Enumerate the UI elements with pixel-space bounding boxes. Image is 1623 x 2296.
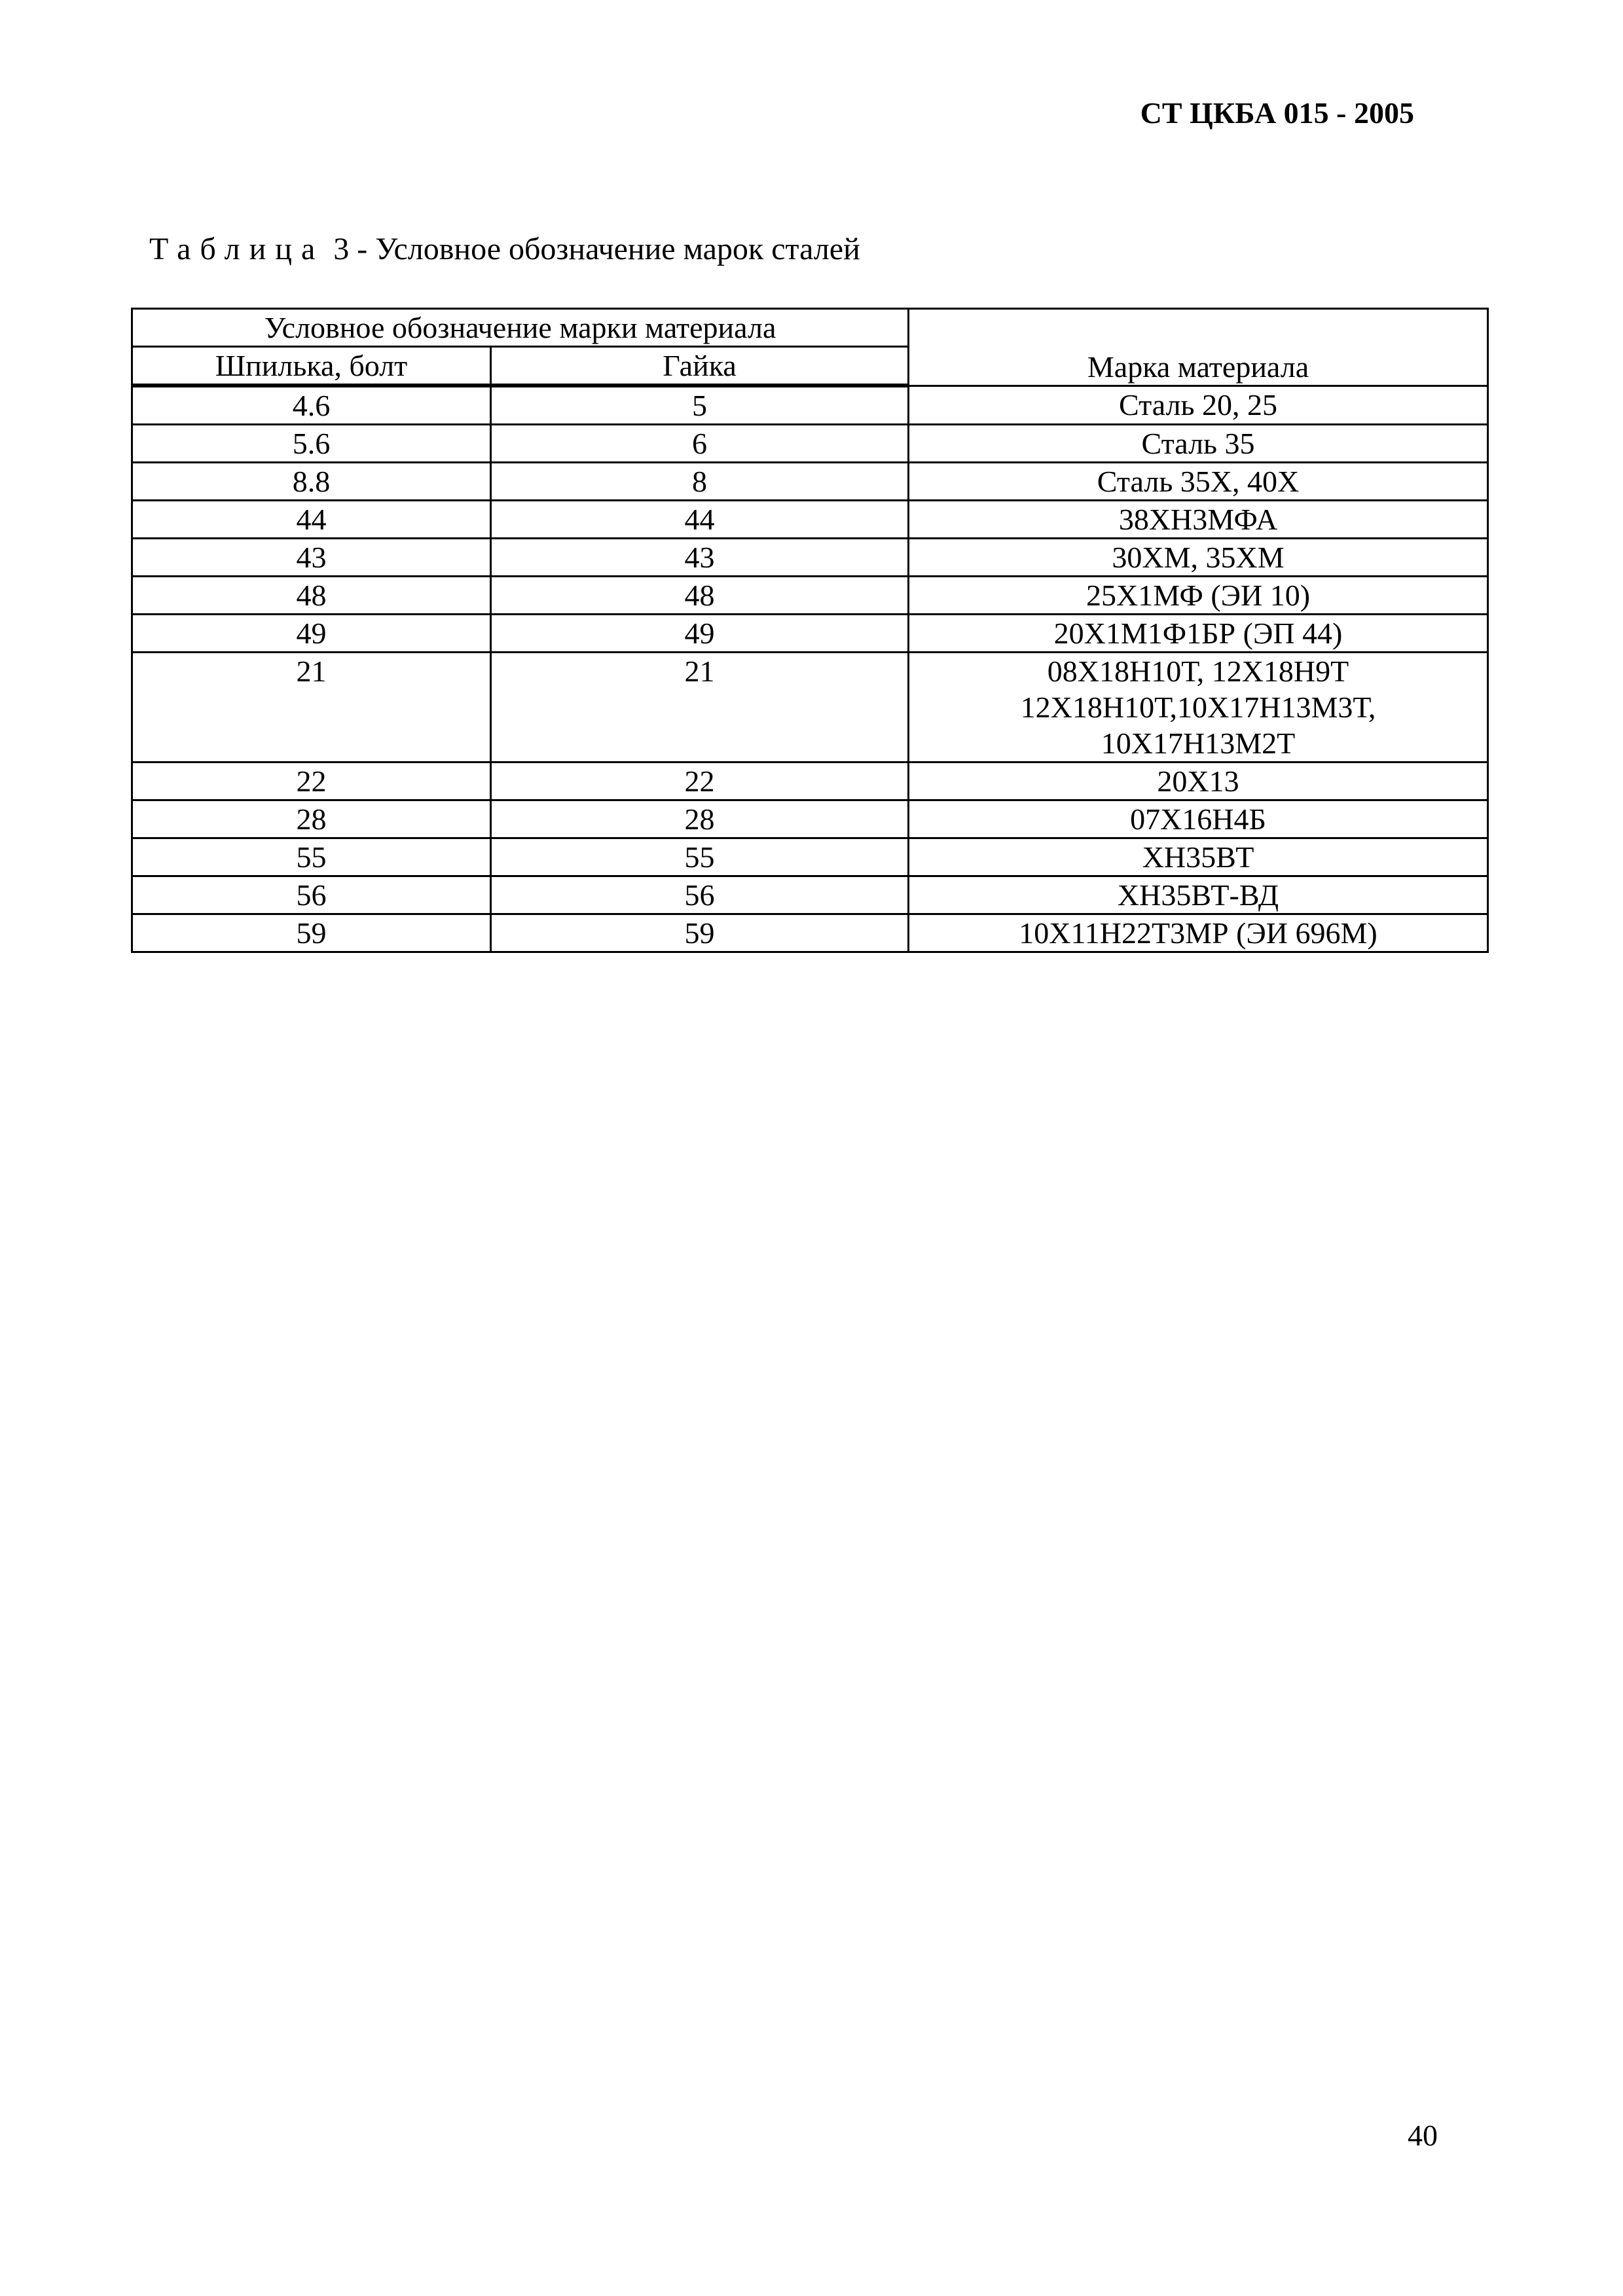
cell-nut: 6	[491, 425, 909, 463]
cell-bolt: 8.8	[132, 463, 491, 501]
material-line: 30ХМ, 35ХМ	[1112, 541, 1285, 574]
cell-nut: 55	[491, 838, 909, 876]
header-bolt: Шпилька, болт	[132, 347, 491, 386]
page-number: 40	[1408, 2119, 1438, 2152]
cell-bolt: 56	[132, 876, 491, 914]
cell-material	[909, 615, 1488, 653]
table-caption	[149, 234, 860, 265]
header-group-designation: Условное обозначение марки материала	[132, 309, 909, 347]
cell-material	[909, 800, 1488, 838]
table-row	[132, 876, 1488, 914]
material-line: Сталь 35Х, 40Х	[1097, 465, 1300, 498]
cell-nut: 22	[491, 762, 909, 800]
header-nut: Гайка	[491, 347, 909, 386]
cell-nut: 5	[491, 386, 909, 425]
material-line: 20Х13	[1157, 764, 1239, 798]
table-row	[132, 762, 1488, 800]
cell-nut: 8	[491, 463, 909, 501]
cell-material	[909, 501, 1488, 539]
table-caption-number: 3	[333, 232, 350, 266]
table-header	[132, 309, 1488, 386]
cell-material	[909, 425, 1488, 463]
cell-material	[909, 386, 1488, 425]
cell-bolt: 44	[132, 501, 491, 539]
material-line: 10Х11Н22Т3МР (ЭИ 696М)	[1019, 916, 1377, 950]
cell-material	[909, 876, 1488, 914]
cell-nut: 21	[491, 653, 909, 762]
cell-bolt: 55	[132, 838, 491, 876]
material-line: 07Х16Н4Б	[1130, 802, 1266, 836]
material-line: 08Х18Н10Т, 12Х18Н9Т	[1047, 655, 1349, 688]
table-row	[132, 914, 1488, 952]
cell-material	[909, 914, 1488, 952]
cell-bolt: 21	[132, 653, 491, 762]
table-row	[132, 425, 1488, 463]
table-caption-label: Таблица	[149, 232, 325, 266]
cell-bolt: 48	[132, 577, 491, 615]
cell-material	[909, 463, 1488, 501]
cell-nut: 43	[491, 539, 909, 577]
material-line: 25Х1МФ (ЭИ 10)	[1085, 579, 1311, 612]
steel-grades-table	[131, 308, 1489, 953]
cell-nut: 59	[491, 914, 909, 952]
cell-nut: 49	[491, 615, 909, 653]
material-line: Сталь 20, 25	[1119, 387, 1278, 422]
cell-nut: 48	[491, 577, 909, 615]
table-caption-title: - Условное обозначение марок сталей	[357, 232, 860, 266]
cell-bolt: 59	[132, 914, 491, 952]
table-row	[132, 653, 1488, 762]
table-row	[132, 577, 1488, 615]
table-body	[132, 386, 1488, 952]
table-row	[132, 539, 1488, 577]
cell-bolt: 5.6	[132, 425, 491, 463]
cell-bolt: 4.6	[132, 386, 491, 425]
cell-nut: 56	[491, 876, 909, 914]
cell-bolt: 28	[132, 800, 491, 838]
cell-material	[909, 653, 1488, 762]
table-row	[132, 463, 1488, 501]
cell-material	[909, 539, 1488, 577]
material-line: ХН35ВТ-ВД	[1117, 878, 1279, 912]
cell-nut: 28	[491, 800, 909, 838]
document-code: СТ ЦКБА 015 - 2005	[1140, 96, 1414, 130]
cell-bolt: 22	[132, 762, 491, 800]
cell-material	[909, 838, 1488, 876]
cell-bolt: 43	[132, 539, 491, 577]
table-row	[132, 800, 1488, 838]
header-material-grade: Марка материала	[909, 309, 1488, 386]
material-line: 12Х18Н10Т,10Х17Н13М3Т,	[1020, 691, 1376, 724]
cell-nut: 44	[491, 501, 909, 539]
table-row	[132, 838, 1488, 876]
cell-material	[909, 577, 1488, 615]
table-row	[132, 615, 1488, 653]
cell-bolt: 49	[132, 615, 491, 653]
material-line: Сталь 35	[1141, 427, 1255, 460]
material-line: 20Х1М1Ф1БР (ЭП 44)	[1053, 617, 1343, 650]
material-line: 10Х17Н13М2Т	[1101, 726, 1296, 760]
cell-material	[909, 762, 1488, 800]
table-row	[132, 501, 1488, 539]
material-line: 38ХН3МФА	[1118, 503, 1278, 536]
material-line: ХН35ВТ	[1142, 840, 1254, 874]
table-row	[132, 386, 1488, 425]
